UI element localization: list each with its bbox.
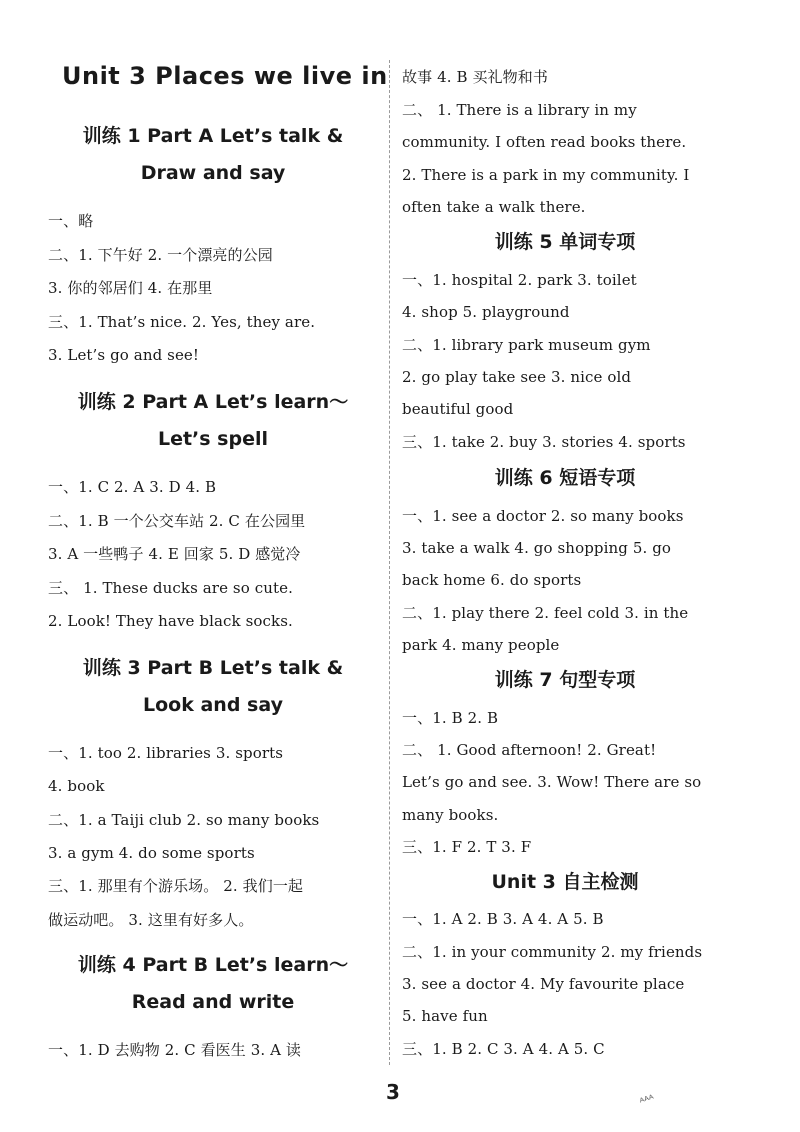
answer-line: park 4. many people [402, 636, 560, 654]
section-6-heading: 训练 6 短语专项 [494, 467, 636, 489]
answer-line: Let’s go and see. 3. Wow! There are so [402, 773, 702, 791]
answer-line: 二、1. B 一个公交车站 2. C 在公园里 [48, 512, 306, 530]
page-number: 3 [386, 1080, 400, 1104]
section-4-heading-line2: Read and write [131, 991, 295, 1013]
answer-line: 4. shop 5. playground [402, 303, 570, 321]
answer-line: beautiful good [402, 400, 514, 418]
answer-line: community. I often read books there. [402, 133, 687, 151]
answer-line: 5. have fun [402, 1007, 488, 1025]
section-7-heading: 训练 7 句型专项 [494, 669, 636, 691]
section-5-heading: 训练 5 单词专项 [494, 231, 636, 253]
answer-line: many books. [402, 806, 499, 824]
answer-line: 一、1. too 2. libraries 3. sports [48, 744, 284, 762]
answer-line: 三、1. F 2. T 3. F [402, 838, 532, 856]
answer-line: 做运动吧。 3. 这里有好多人。 [48, 911, 254, 929]
answer-line: 2. go play take see 3. nice old [402, 368, 632, 386]
answer-line: 一、1. C 2. A 3. D 4. B [48, 478, 217, 496]
page-title: Unit 3 Places we live in [62, 62, 388, 90]
answer-line: often take a walk there. [402, 198, 586, 216]
answer-line: 二、1. 下午好 2. 一个漂亮的公园 [48, 246, 273, 264]
answer-line: 三、1. take 2. buy 3. stories 4. sports [402, 433, 686, 451]
answer-line: 三、1. B 2. C 3. A 4. A 5. C [402, 1040, 605, 1058]
answer-line: back home 6. do sports [402, 571, 582, 589]
answer-line: 二、1. library park museum gym [402, 336, 651, 354]
answer-line: 3. A 一些鸭子 4. E 回家 5. D 感觉冷 [48, 545, 301, 563]
answer-line: 2. There is a park in my community. I [402, 166, 690, 184]
section-1-heading-line2: Draw and say [140, 162, 286, 184]
answer-line: 二、1. play there 2. feel cold 3. in the [402, 604, 689, 622]
answer-line: 三、1. 那里有个游乐场。 2. 我们一起 [48, 877, 304, 895]
section-2-heading-line1: 训练 2 Part A Let’s learn～ [77, 391, 349, 413]
answer-line: 三、1. That’s nice. 2. Yes, they are. [48, 313, 316, 331]
answer-line: 二、1. in your community 2. my friends [402, 943, 703, 961]
section-3-heading-line2: Look and say [143, 694, 283, 716]
answer-line: 一、1. see a doctor 2. so many books [402, 507, 684, 525]
answer-line: 4. book [48, 777, 105, 795]
answer-line: 一、1. hospital 2. park 3. toilet [402, 271, 637, 289]
column-divider [389, 60, 390, 1065]
answer-line: 3. Let’s go and see! [48, 346, 200, 364]
answer-line: 3. see a doctor 4. My favourite place [402, 975, 685, 993]
answer-line: 2. Look! They have black socks. [48, 612, 293, 630]
answer-line: 3. 你的邻居们 4. 在那里 [48, 279, 213, 297]
answer-line: 故事 4. B 买礼物和书 [402, 68, 548, 86]
answer-line: 一、1. A 2. B 3. A 4. A 5. B [402, 910, 604, 928]
answer-line: 3. a gym 4. do some sports [48, 844, 255, 862]
section-1-heading-line1: 训练 1 Part A Let’s talk & [82, 125, 344, 147]
section-3-heading-line1: 训练 3 Part B Let’s talk & [82, 657, 344, 679]
answer-line: 一、1. D 去购物 2. C 看医生 3. A 读 [48, 1041, 302, 1059]
section-4-heading-line1: 训练 4 Part B Let’s learn～ [77, 954, 349, 976]
answer-line: 二、 1. There is a library in my [402, 101, 637, 119]
answer-line: 一、1. B 2. B [402, 709, 499, 727]
answer-line: 二、 1. Good afternoon! 2. Great! [402, 741, 657, 759]
answer-line: 3. take a walk 4. go shopping 5. go [402, 539, 672, 557]
handwriting-mark: ᴬᴬᴬ [638, 1092, 656, 1109]
section-8-heading: Unit 3 自主检测 [491, 871, 639, 893]
answer-line: 三、 1. These ducks are so cute. [48, 579, 293, 597]
answer-line: 一、略 [48, 212, 94, 230]
answer-line: 二、1. a Taiji club 2. so many books [48, 811, 320, 829]
section-2-heading-line2: Let’s spell [157, 428, 269, 450]
